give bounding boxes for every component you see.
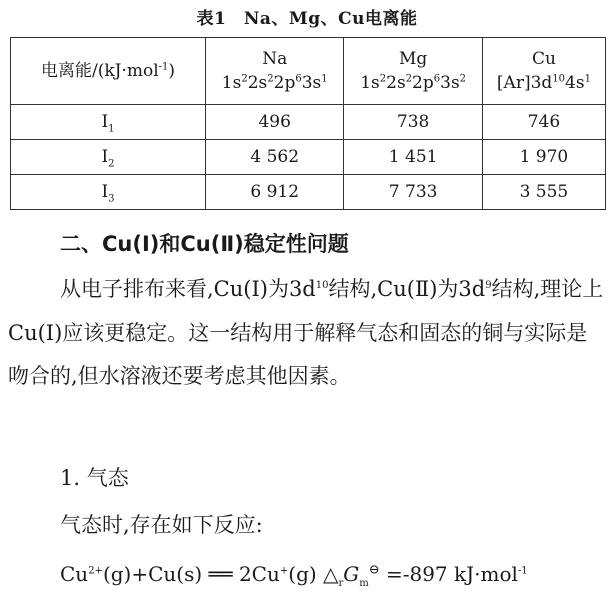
header-na: Na $1s^22s^22p^63s^1$ [206, 38, 344, 105]
cell-mg: 738 [344, 105, 482, 140]
table-row [11, 175, 606, 210]
cell-cu: 746 [482, 105, 605, 140]
gas-intro-text: 气态时,存在如下反应: [60, 513, 263, 537]
cell-cu: 3 555 [482, 175, 605, 210]
cell-mg: 7 733 [344, 175, 482, 210]
row-label: $I_3$ [11, 175, 206, 210]
table-caption: 表1 Na、Mg、Cu电离能 [196, 9, 418, 29]
subsection-heading: 1. 气态 [60, 466, 129, 490]
row-label: $I_1$ [11, 105, 206, 140]
row-label: $I_2$ [11, 140, 206, 175]
cell-na: 496 [206, 105, 344, 140]
cell-na: 6 912 [206, 175, 344, 210]
header-cu: Cu $[Ar]3d^{10}4s^1$ [482, 38, 605, 105]
ionization-energy-table [10, 37, 606, 210]
cell-cu: 1 970 [482, 140, 605, 175]
cell-na: 4 562 [206, 140, 344, 175]
header-ionization-energy: 电离能/(kJ·mol$^{-1}$) [11, 38, 206, 105]
section-heading: 二、Cu(Ⅰ)和Cu(Ⅱ)稳定性问题 [60, 232, 349, 256]
table-row [11, 105, 606, 140]
table-row [11, 140, 606, 175]
header-mg: Mg $1s^22s^22p^63s^2$ [344, 38, 482, 105]
body-paragraph: 从电子排布来看,Cu(Ⅰ)为$3d^{10}$结构,Cu(Ⅱ)为$3d^9$结构,理论上Cu(Ⅰ)应该更稳定。这一结构用于解释气态和固态的铜与实际是吻合的,但水溶液还要考虑其他因素。 [8, 277, 604, 388]
table-header-row [11, 38, 606, 105]
reaction-equation: $Cu^{2+}(g)+Cu(s)$ ══ 2Cu+(g) $\triangle_rG_m^⊖ =-897$ kJ·mol$^{-1}$ [60, 562, 528, 589]
cell-mg: 1 451 [344, 140, 482, 175]
